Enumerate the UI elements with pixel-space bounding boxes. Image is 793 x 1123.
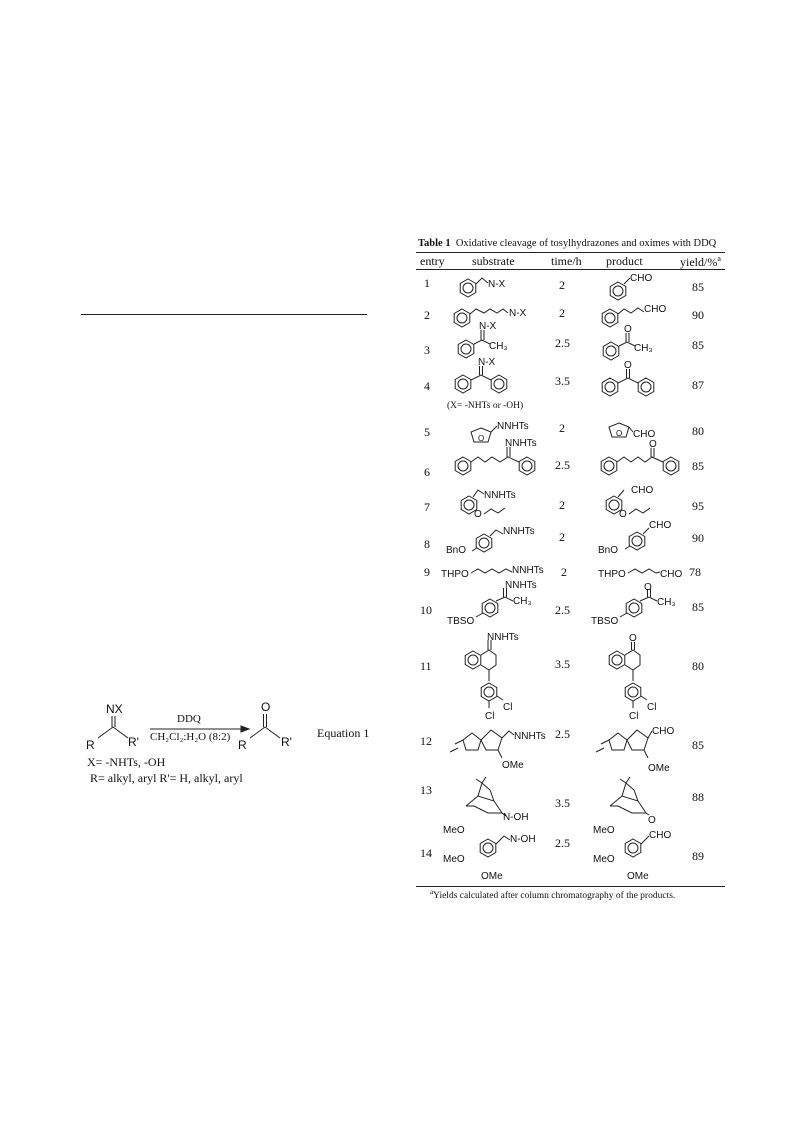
time-7: 2 — [559, 498, 565, 512]
label-ome-p12: OMe — [648, 763, 670, 774]
time-10: 2.5 — [555, 603, 570, 617]
header-yield-label: yield/% — [680, 255, 718, 269]
table-caption-text: Oxidative cleavage of tosylhydrazones and oximes with DDQ — [455, 238, 717, 249]
scheme-note-r: R= alkyl, aryl R'= H, alkyl, aryl — [90, 771, 243, 785]
equation-label: Equation 1 — [317, 726, 370, 740]
label-o-4: O — [624, 360, 632, 371]
label-noh-14: N-OH — [510, 834, 536, 845]
scheme-reagent-bottom: CH₂Cl₂:H₂O (8:2) — [150, 731, 231, 743]
time-9: 2 — [561, 565, 567, 579]
scheme-reagent-top: DDQ — [177, 713, 201, 725]
footnote-sup: a — [430, 888, 434, 896]
benzene-ring — [602, 378, 618, 396]
label-tbso-10: TBSO — [447, 616, 475, 627]
benzene-ring — [458, 340, 474, 358]
benzene-ring — [625, 683, 641, 701]
label-ch3-10: CH₃ — [513, 596, 532, 607]
label-cl-p11b: Cl — [629, 711, 639, 722]
yield-7: 95 — [692, 499, 704, 513]
time-13: 3.5 — [555, 796, 570, 810]
label-o-p7: O — [619, 509, 627, 520]
label-ome-12: OMe — [502, 760, 524, 771]
entry-4: 4 — [424, 379, 430, 393]
label-bno-p8: BnO — [598, 545, 619, 556]
yield-4: 87 — [692, 378, 704, 392]
yield-11: 80 — [692, 659, 704, 673]
label-nx-3: N-X — [479, 321, 497, 332]
time-8: 2 — [559, 530, 565, 544]
benzene-ring — [663, 457, 679, 475]
benzene-ring — [519, 457, 535, 475]
benzene-ring — [601, 457, 617, 475]
header-entry: entry — [420, 254, 445, 268]
time-3: 2.5 — [555, 336, 570, 350]
benzene-ring — [602, 309, 618, 327]
entry-7: 7 — [424, 500, 430, 514]
yield-1: 85 — [692, 280, 704, 294]
time-5: 2 — [559, 421, 565, 435]
label-ome-p14: OMe — [627, 871, 649, 882]
label-tbso-p10: TBSO — [591, 616, 619, 627]
yield-13: 88 — [692, 790, 704, 804]
header-product-label: product — [606, 254, 643, 268]
label-nnhts-11: NNHTs — [487, 632, 519, 643]
label-ch3-p10: CH₃ — [657, 597, 676, 608]
table-caption-label: Table 1 — [418, 238, 451, 249]
yield-3: 85 — [692, 338, 704, 352]
entry-8: 8 — [424, 537, 430, 551]
table-footnote — [430, 888, 675, 901]
benzene-ring — [455, 457, 471, 475]
label-cho-9: CHO — [660, 569, 683, 580]
label-bno-8: BnO — [446, 545, 467, 556]
label-o-6: O — [649, 439, 657, 450]
label-nnhts-8: NNHTs — [503, 526, 535, 537]
entry-13: 13 — [420, 783, 432, 797]
yield-14: 89 — [692, 849, 704, 863]
label-nnhts-6: NNHTs — [505, 438, 537, 449]
yield-12: 85 — [692, 738, 704, 752]
time-4: 3.5 — [555, 374, 570, 388]
label-meo-14b: MeO — [443, 854, 465, 865]
benzene-ring — [465, 651, 481, 669]
yield-9: 78 — [689, 565, 701, 579]
label-thpo-9: THPO — [441, 569, 469, 580]
label-cl-11a: Cl — [503, 702, 513, 713]
yield-10: 85 — [692, 600, 704, 614]
header-yield-sup: a — [717, 254, 721, 263]
label-ome-14: OMe — [481, 871, 503, 882]
benzene-ring — [454, 309, 470, 327]
substrate-note: (X= -NHTs or -OH) — [447, 401, 524, 411]
time-6: 2.5 — [555, 458, 570, 472]
benzene-ring — [481, 683, 497, 701]
label-ch3-3: CH₃ — [489, 341, 508, 352]
entry-10: 10 — [420, 603, 432, 617]
entry-6: 6 — [424, 465, 430, 479]
entry-11: 11 — [420, 659, 432, 673]
benzene-ring — [455, 375, 471, 393]
label-o-3: O — [624, 324, 632, 335]
scheme-substrate-nx: NX — [106, 702, 123, 716]
benzene-ring — [603, 342, 619, 360]
header-time: time/h — [551, 254, 582, 268]
label-o-11: O — [629, 633, 637, 644]
label-nx-4: N-X — [478, 357, 496, 368]
scheme-product-rprime: R' — [281, 735, 292, 749]
benzene-ring — [460, 279, 476, 297]
time-14: 2.5 — [555, 836, 570, 850]
label-nnhts-9: NNHTs — [512, 565, 544, 576]
benzene-ring — [610, 282, 626, 300]
label-nnhts-5: NNHTs — [497, 421, 529, 432]
scheme-substrate-rprime: R' — [128, 735, 139, 749]
scheme-note-x: X= -NHTs, -OH — [87, 755, 166, 769]
label-furan-o-p5: O — [616, 429, 623, 438]
label-furan-o-5: O — [478, 434, 485, 443]
entry-9: 9 — [424, 565, 430, 579]
benzene-ring — [626, 599, 642, 617]
benzene-ring — [480, 839, 496, 857]
benzene-ring — [476, 534, 492, 552]
entry-2: 2 — [424, 308, 430, 322]
benzene-ring — [629, 532, 645, 550]
label-nx-1: N-X — [488, 279, 506, 290]
label-nx-2: N-X — [509, 308, 527, 319]
entry-12: 12 — [420, 734, 432, 748]
label-o-10: O — [644, 582, 652, 593]
label-thpo-p9: THPO — [598, 569, 626, 580]
benzene-ring — [609, 651, 625, 669]
entry-1: 1 — [424, 276, 430, 290]
yield-2: 90 — [692, 308, 704, 322]
label-o-7: O — [474, 509, 482, 520]
label-nnhts-10: NNHTs — [505, 580, 537, 591]
time-2: 2 — [559, 306, 565, 320]
label-noh-13: N-OH — [503, 812, 529, 823]
scheme-product-o: O — [261, 700, 271, 714]
benzene-ring — [638, 378, 654, 396]
entry-14: 14 — [420, 846, 432, 860]
benzene-ring — [482, 599, 498, 617]
header-substrate: substrate — [472, 254, 515, 268]
label-cho-7: CHO — [631, 485, 654, 496]
label-cho-14: CHO — [649, 830, 672, 841]
time-11: 3.5 — [555, 657, 570, 671]
label-meo-14a: MeO — [443, 825, 465, 836]
label-nnhts-12: NNHTs — [514, 731, 546, 742]
label-cho-1: CHO — [630, 273, 653, 284]
table-bottom-rule — [416, 886, 725, 887]
label-o-13: O — [648, 815, 656, 826]
yield-5: 80 — [692, 424, 704, 438]
label-ch3-p3: CH₃ — [634, 343, 653, 354]
benzene-ring — [625, 839, 641, 857]
label-nnhts-7: NNHTs — [484, 490, 516, 501]
label-cho-2: CHO — [644, 304, 667, 315]
time-1: 2 — [559, 278, 565, 292]
entry-3: 3 — [424, 343, 430, 357]
scheme-substrate-r: R — [86, 738, 95, 752]
yield-8: 90 — [692, 531, 704, 545]
entry-5: 5 — [424, 425, 430, 439]
label-cl-p11a: Cl — [647, 702, 657, 713]
label-cho-12: CHO — [652, 726, 675, 737]
label-meo-p14a: MeO — [593, 825, 615, 836]
yield-6: 85 — [692, 459, 704, 473]
label-cho-8: CHO — [649, 520, 672, 531]
footnote-text: Yields calculated after column chromatography of the products. — [433, 891, 676, 902]
label-meo-p14b: MeO — [593, 854, 615, 865]
label-cl-11b: Cl — [485, 711, 495, 722]
label-cho-5: CHO — [633, 429, 656, 440]
benzene-ring — [491, 375, 507, 393]
scheme-product-r: R — [238, 738, 247, 752]
time-12: 2.5 — [555, 727, 570, 741]
